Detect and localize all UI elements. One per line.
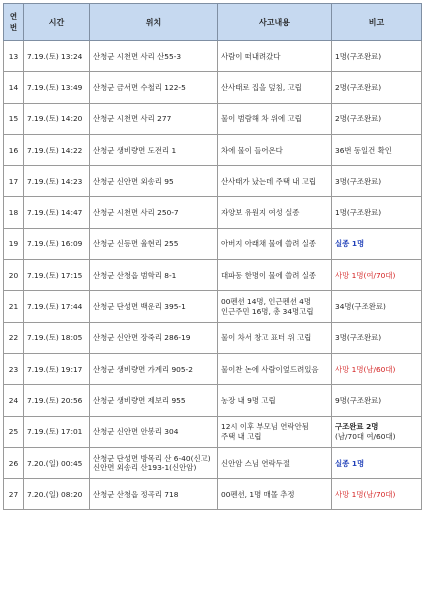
row-location — [90, 72, 218, 103]
status-label: (남/70대 여/60대) — [335, 431, 396, 441]
row-note — [332, 103, 422, 134]
row-number: 17 — [4, 166, 24, 197]
header-row — [4, 4, 422, 41]
row-location-line: 산청군 신안면 장죽리 286-19 — [93, 333, 191, 343]
row-note — [332, 416, 422, 447]
row-time: 7.19.(토) 13:49 — [24, 72, 90, 103]
status-label: 2명(구조완료) — [335, 114, 382, 124]
status-label: 36번 동일건 확인 — [335, 145, 392, 155]
row-note — [332, 291, 422, 322]
row-location-line: 산청군 시천면 사리 250-7 — [93, 208, 179, 218]
table-row — [4, 197, 422, 228]
row-description — [218, 260, 332, 291]
table-row — [4, 103, 422, 134]
row-location-line: 산청군 생비량면 제보리 955 — [93, 395, 186, 405]
row-description — [218, 41, 332, 72]
row-location-line: 산청군 산청읍 범학리 8-1 — [93, 270, 177, 280]
row-location-line: 산청군 신안면 외송리 95 — [93, 176, 174, 186]
row-location-line: 산청군 산청읍 정곡리 718 — [93, 489, 179, 499]
row-location — [90, 291, 218, 322]
row-description — [218, 197, 332, 228]
table-row — [4, 72, 422, 103]
row-description-line: 대파동 한명이 물에 쓸려 실종 — [221, 270, 317, 280]
row-time: 7.19.(토) 19:17 — [24, 353, 90, 384]
row-time: 7.19.(토) 14:20 — [24, 103, 90, 134]
row-location — [90, 166, 218, 197]
row-location — [90, 134, 218, 165]
row-description-line: 12시 이후 부모님 연락안됨 — [221, 422, 309, 432]
row-time: 7.19.(토) 17:44 — [24, 291, 90, 322]
row-description-line: 산사태로 집을 덮침, 고립 — [221, 82, 302, 92]
header-no — [4, 4, 24, 41]
row-description-line: 신안암 스님 연락두절 — [221, 458, 290, 468]
row-description-line: 주택 내 고립 — [221, 431, 262, 441]
row-description — [218, 479, 332, 510]
row-location — [90, 228, 218, 259]
row-number: 15 — [4, 103, 24, 134]
status-label: 3명(구조완료) — [335, 333, 382, 343]
row-description-line: 물이 범람해 차 위에 고립 — [221, 114, 302, 124]
row-description — [218, 385, 332, 416]
status-label: 사망 1명(여/70대) — [335, 270, 396, 280]
status-label: 2명(구조완료) — [335, 82, 382, 92]
row-time: 7.20.(일) 08:20 — [24, 479, 90, 510]
row-location-line: 산청군 생비량면 도전리 1 — [93, 145, 177, 155]
status-label: 1명(구조완료) — [335, 51, 382, 61]
row-number: 24 — [4, 385, 24, 416]
row-number: 14 — [4, 72, 24, 103]
row-location-line: 산청군 시천면 사리 산55-3 — [93, 51, 182, 61]
row-time: 7.19.(토) 18:05 — [24, 322, 90, 353]
row-note — [332, 166, 422, 197]
row-time: 7.19.(토) 20:56 — [24, 385, 90, 416]
row-time: 7.19.(토) 17:01 — [24, 416, 90, 447]
row-description — [218, 72, 332, 103]
row-location — [90, 103, 218, 134]
row-location — [90, 416, 218, 447]
row-note — [332, 197, 422, 228]
row-time: 7.19.(토) 16:09 — [24, 228, 90, 259]
row-location — [90, 197, 218, 228]
table-row — [4, 166, 422, 197]
table-row — [4, 353, 422, 384]
header-note: 비고 — [332, 4, 422, 41]
row-description-line: 자양보 유원지 여성 실종 — [221, 208, 300, 218]
row-number: 27 — [4, 479, 24, 510]
row-location — [90, 260, 218, 291]
row-description-line: 사람이 떠내려갔다 — [221, 51, 281, 61]
status-label: 1명(구조완료) — [335, 208, 382, 218]
table-row — [4, 41, 422, 72]
row-description — [218, 322, 332, 353]
row-number: 22 — [4, 322, 24, 353]
row-number: 13 — [4, 41, 24, 72]
row-description-line: 산사태가 났는데 주택 내 고립 — [221, 176, 317, 186]
row-description-line: 물이찬 논에 사람이엎드려있음 — [221, 364, 319, 374]
table-row — [4, 228, 422, 259]
row-number: 20 — [4, 260, 24, 291]
table-row — [4, 479, 422, 510]
row-location-line: 산청군 시천면 사리 277 — [93, 114, 172, 124]
row-time: 7.19.(토) 17:15 — [24, 260, 90, 291]
status-label: 구조완료 2명 — [335, 422, 379, 432]
row-location-line: 산청군 단성면 백운리 395-1 — [93, 302, 186, 312]
row-description — [218, 103, 332, 134]
row-location — [90, 353, 218, 384]
row-time: 7.19.(토) 14:47 — [24, 197, 90, 228]
row-number: 25 — [4, 416, 24, 447]
row-location-line: 산청군 단성면 방목리 산 6-40(신고) — [93, 453, 211, 463]
row-note — [332, 260, 422, 291]
table-row — [4, 134, 422, 165]
row-time: 7.20.(일) 00:45 — [24, 447, 90, 478]
status-label: 9명(구조완료) — [335, 395, 382, 405]
row-description — [218, 447, 332, 478]
header-time: 시간 — [24, 4, 90, 41]
header-description: 사고내용 — [218, 4, 332, 41]
status-label: 실종 1명 — [335, 458, 365, 468]
row-note — [332, 228, 422, 259]
row-location — [90, 322, 218, 353]
status-label: 실종 1명 — [335, 239, 365, 249]
row-location — [90, 479, 218, 510]
row-number: 21 — [4, 291, 24, 322]
header-location: 위치 — [90, 4, 218, 41]
table-row — [4, 291, 422, 322]
table-row — [4, 322, 422, 353]
status-label: 사망 1명(남/60대) — [335, 364, 396, 374]
row-note — [332, 447, 422, 478]
row-note — [332, 41, 422, 72]
row-note — [332, 322, 422, 353]
row-location-line: 산청군 신안면 안봉리 304 — [93, 427, 179, 437]
row-description-line: 물이 차서 창고 표터 위 고립 — [221, 333, 312, 343]
row-number: 23 — [4, 353, 24, 384]
row-time: 7.19.(토) 14:22 — [24, 134, 90, 165]
row-description — [218, 291, 332, 322]
row-location-line: 산청군 금서면 수철리 122-5 — [93, 82, 186, 92]
row-note — [332, 72, 422, 103]
row-description — [218, 166, 332, 197]
row-number: 16 — [4, 134, 24, 165]
row-location-line: 산청군 생비량면 가계리 905-2 — [93, 364, 193, 374]
incident-table-wrapper — [3, 3, 422, 510]
row-time: 7.19.(토) 14:23 — [24, 166, 90, 197]
row-number: 19 — [4, 228, 24, 259]
row-description-line: 00펜션, 1명 매몰 추정 — [221, 489, 295, 499]
row-note — [332, 479, 422, 510]
row-description — [218, 228, 332, 259]
table-row — [4, 260, 422, 291]
header-no-label: 연 번 — [9, 12, 18, 32]
row-location — [90, 41, 218, 72]
row-location-line: 산청군 신등면 율현리 255 — [93, 239, 179, 249]
row-description-line: 00펜션 14명, 인근펜션 4명 — [221, 297, 312, 307]
row-description-line: 농장 내 9명 고립 — [221, 395, 276, 405]
incident-table — [3, 3, 422, 510]
row-note — [332, 353, 422, 384]
row-location-line: 신안면 외송리 산193-1(신안암) — [93, 463, 197, 472]
row-note — [332, 385, 422, 416]
row-description-line: 아버지 아래채 물에 쓸려 실종 — [221, 239, 317, 249]
row-description-line: 차에 물이 들어온다 — [221, 145, 283, 155]
row-time: 7.19.(토) 13:24 — [24, 41, 90, 72]
row-number: 18 — [4, 197, 24, 228]
row-location — [90, 385, 218, 416]
status-label: 3명(구조완료) — [335, 176, 382, 186]
row-note — [332, 134, 422, 165]
table-row — [4, 447, 422, 478]
row-description — [218, 416, 332, 447]
status-label: 사망 1명(남/70대) — [335, 489, 396, 499]
row-number: 26 — [4, 447, 24, 478]
row-location — [90, 447, 218, 478]
row-description-line: 인근주민 16명, 총 34명고립 — [221, 306, 314, 316]
status-label: 34명(구조완료) — [335, 302, 386, 312]
table-row — [4, 416, 422, 447]
table-row — [4, 385, 422, 416]
row-description — [218, 134, 332, 165]
row-description — [218, 353, 332, 384]
